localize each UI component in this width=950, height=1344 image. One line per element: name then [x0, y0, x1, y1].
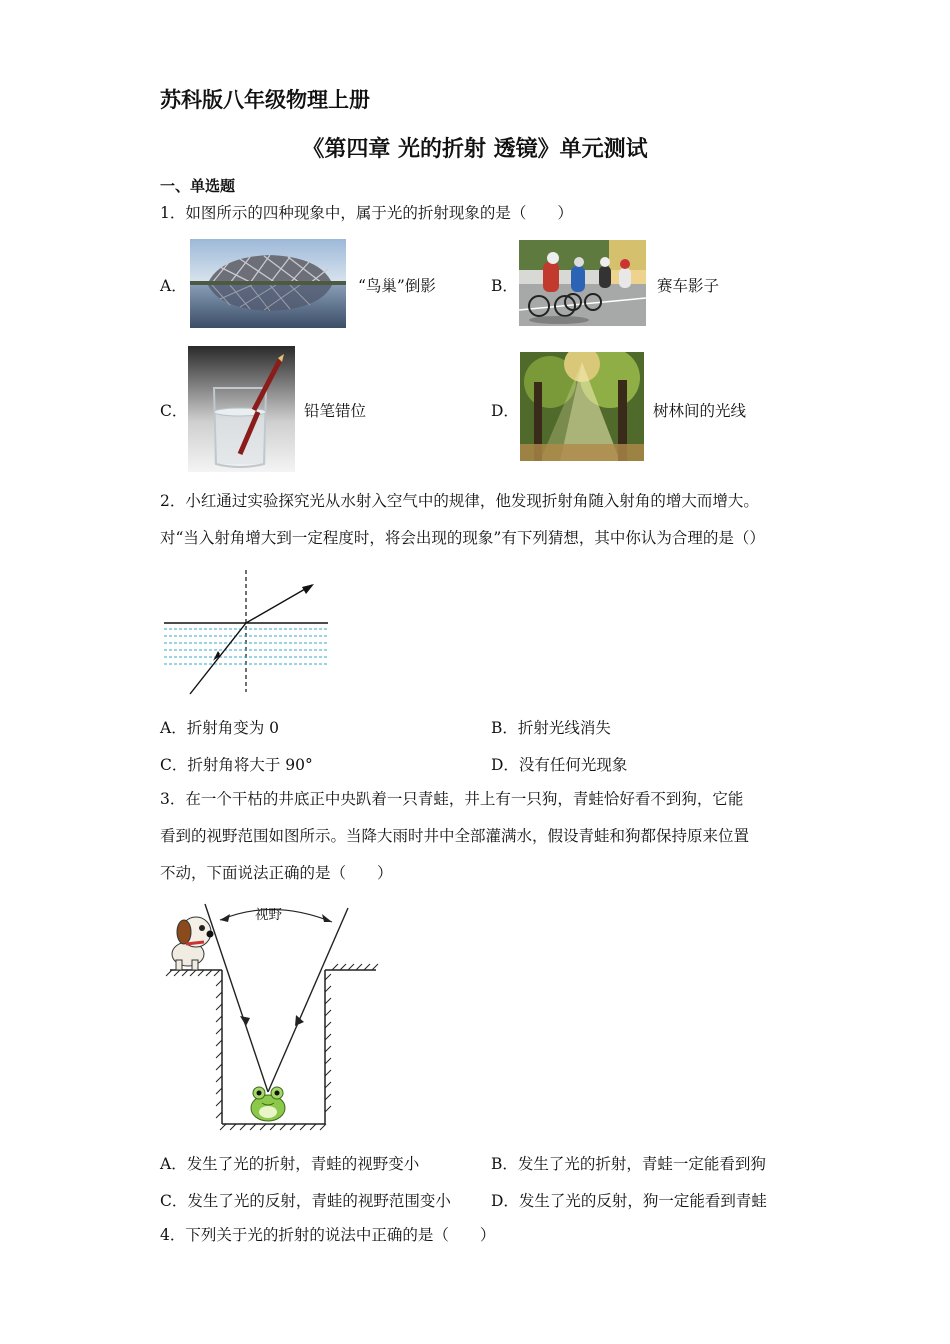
q3-option-c: C．发生了光的反射，青蛙的视野范围变小 — [160, 1192, 451, 1210]
refraction-water-air-diagram — [162, 568, 332, 696]
q1-option-a-caption: “鸟巢”倒影 — [358, 277, 436, 295]
q2-option-a: A．折射角变为 0 — [160, 719, 279, 737]
question-3-stem-line2: 看到的视野范围如图所示。当降大雨时井中全部灌满水，假设青蛙和狗都保持原来位置 — [160, 827, 750, 845]
q1-option-a-letter: A． — [160, 277, 187, 295]
question-3-stem-line3: 不动，下面说法正确的是（ ） — [160, 864, 393, 882]
document-title: 《第四章 光的折射 透镜》单元测试 — [302, 137, 648, 162]
question-1-stem: 1．如图所示的四种现象中，属于光的折射现象的是（ ） — [160, 204, 573, 222]
field-of-view-label: 视野 — [255, 907, 282, 923]
forest-light-rays-image — [520, 352, 644, 461]
q3-option-a: A．发生了光的折射，青蛙的视野变小 — [160, 1155, 420, 1173]
racing-cyclists-shadow-image — [519, 240, 646, 326]
q1-option-b-caption: 赛车影子 — [657, 277, 720, 295]
question-3-stem-line1: 3．在一个干枯的井底正中央趴着一只青蛙，井上有一只狗，青蛙恰好看不到狗，它能 — [160, 790, 744, 808]
q1-option-c-letter: C． — [160, 402, 188, 420]
q3-option-d: D．发生了光的反射，狗一定能看到青蛙 — [491, 1192, 767, 1210]
q1-option-d-letter: D． — [491, 402, 519, 420]
q2-option-c: C．折射角将大于 90° — [160, 756, 313, 774]
section-heading: 一、单选题 — [160, 177, 236, 195]
question-2-stem-line1: 2．小红通过实验探究光从水射入空气中的规律，他发现折射角随入射角的增大而增大。 — [160, 492, 759, 510]
q1-option-c-caption: 铅笔错位 — [304, 402, 367, 420]
frog-in-well-diagram — [160, 900, 382, 1132]
bird-nest-reflection-image — [190, 239, 346, 328]
q1-option-d-caption: 树林间的光线 — [653, 402, 747, 420]
book-title: 苏科版八年级物理上册 — [160, 88, 370, 112]
q1-option-b-letter: B． — [491, 277, 518, 295]
q3-option-b: B．发生了光的折射，青蛙一定能看到狗 — [491, 1155, 766, 1173]
q2-option-d: D．没有任何光现象 — [491, 756, 628, 774]
pencil-in-water-image — [188, 346, 295, 472]
question-2-stem-line2: 对“当入射角增大到一定程度时，将会出现的现象”有下列猜想，其中你认为合理的是（） — [160, 529, 765, 547]
dog-illustration — [172, 917, 214, 970]
question-4-stem: 4．下列关于光的折射的说法中正确的是（ ） — [160, 1226, 496, 1244]
frog-illustration — [251, 1087, 285, 1121]
q2-option-b: B．折射光线消失 — [491, 719, 611, 737]
